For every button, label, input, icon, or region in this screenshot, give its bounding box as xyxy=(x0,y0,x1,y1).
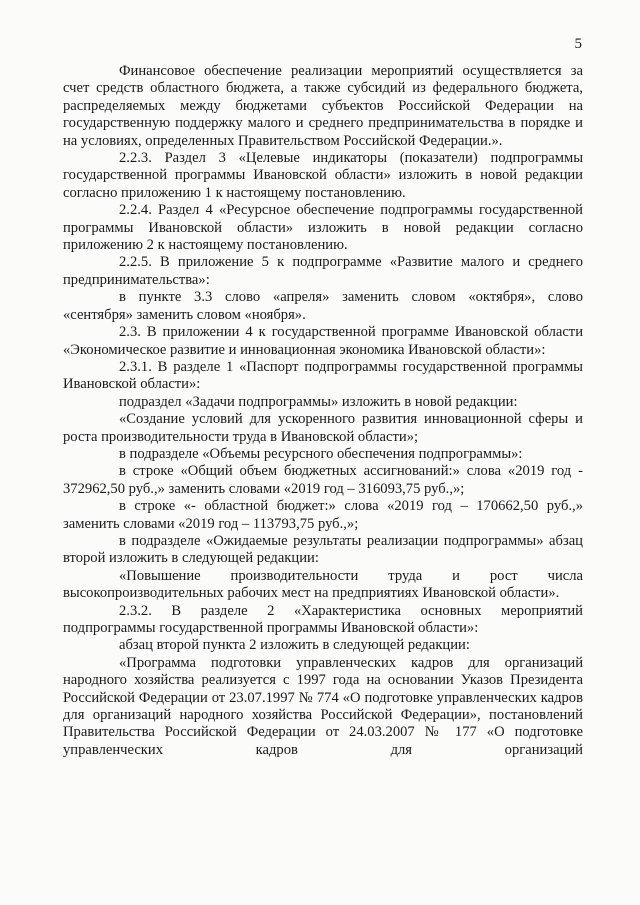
paragraph-results-subsection: в подразделе «Ожидаемые результаты реализации подпрограммы» абзац второй изложить в следующей редакции: xyxy=(63,532,583,567)
body-text xyxy=(63,63,583,759)
paragraph-2-2-3: 2.2.3. Раздел 3 «Целевые индикаторы (показатели) подпрограммы государственной программы Ивановской области» изложить в новой редакции согласно приложению 1 к настоящему постановлению. xyxy=(63,150,583,201)
paragraph-resources-subsection: в подразделе «Объемы ресурсного обеспечения подпрограммы»: xyxy=(119,445,523,462)
paragraph-regional-budget: в строке «- областной бюджет:» слова «2019 год – 170662,50 руб.,» заменить словами «2019 год – 113793,75 руб.,»; xyxy=(63,498,583,532)
paragraph-2-2-5: 2.2.5. В приложение 5 к подпрограмме «Развитие малого и среднего предпринимательства»: xyxy=(63,254,583,288)
page-number: 5 xyxy=(574,36,582,52)
paragraph-2-2-4: 2.2.4. Раздел 4 «Ресурсное обеспечение подпрограммы государственной программы Ивановской области» изложить в новой редакции согласно приложению 2 к настоящему постановлению. xyxy=(63,202,583,254)
paragraph-tasks-text: «Создание условий для ускоренного развития инновационной сферы и роста производительности труда в Ивановской области»; xyxy=(63,411,583,445)
paragraph-item-3-3: в пункте 3.3 слово «апреля» заменить словом «октября», слово «сентября» заменить словом «ноября». xyxy=(63,289,583,323)
paragraph-tasks-subsection: подраздел «Задачи подпрограммы» изложить в новой редакции: xyxy=(119,393,518,410)
paragraph-program-text: «Программа подготовки управленческих кадров для организаций народного хозяйства реализуется с 1997 года на основании Указов Президента Российской Федерации от 23.07.1997 № 774 «О подготовке управленческих кадров для организаций народного хозяйства Российской Федерации», постановлений Правительства Российской Федерации от 24.03.2007 № 177 «О подготовке управленческих кадров для организаций xyxy=(63,654,583,758)
paragraph-total-budget: в строке «Общий объем бюджетных ассигнований:» слова «2019 год - 372962,50 руб.,» заменить словами «2019 год – 316093,75 руб.,»; xyxy=(63,463,583,497)
paragraph-financing: Финансовое обеспечение реализации мероприятий осуществляется за счет средств областного бюджета, а также субсидий из федерального бюджета, распределяемых между бюджетами субъектов Российской Федерации на государственную поддержку малого и среднего предпринимательства в порядке и на условиях, определенных Правительством Российской Федерации.». xyxy=(63,63,583,149)
paragraph-2-3-1: 2.3.1. В разделе 1 «Паспорт подпрограммы государственной программы Ивановской области»: xyxy=(63,358,583,393)
paragraph-results-text: «Повышение производительности труда и рост числа высокопроизводительных рабочих мест на предприятиях Ивановской области». xyxy=(63,567,583,602)
paragraph-item-2: абзац второй пункта 2 изложить в следующей редакции: xyxy=(119,637,470,654)
paragraph-2-3: 2.3. В приложении 4 к государственной программе Ивановской области «Экономическое развитие и инновационная экономика Ивановской области»: xyxy=(63,324,583,358)
paragraph-2-3-2: 2.3.2. В разделе 2 «Характеристика основных мероприятий подпрограммы государственной программы Ивановской области»: xyxy=(63,602,583,636)
